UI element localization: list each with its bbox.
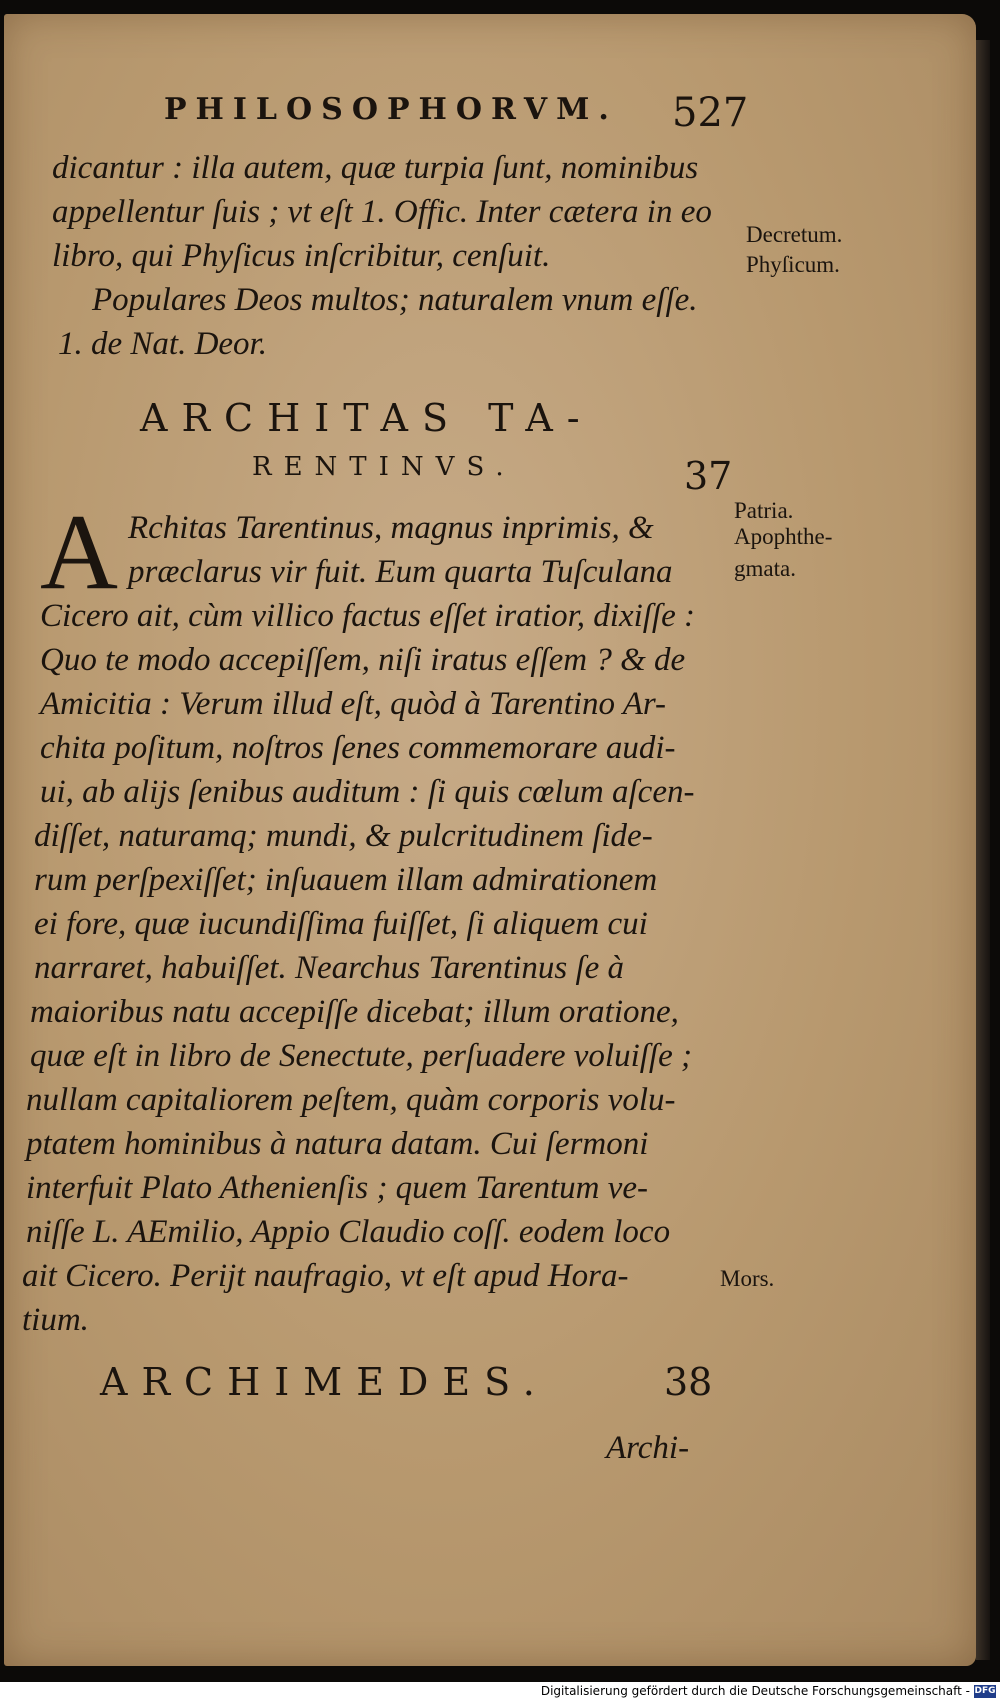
running-header: PHILOSOPHORVM.	[164, 92, 618, 127]
archytas-line-7: ui, ab alijs ſenibus auditum : ſi quis cœlum aſcen-	[40, 774, 695, 810]
archytas-line-12: maioribus natu accepiſſe dicebat; illum oratione,	[30, 994, 679, 1030]
book-edge-shadow	[976, 40, 990, 1660]
archytas-line-18: ait Cicero. Perijt naufragio, vt eſt apud Hora-	[22, 1258, 629, 1294]
archytas-line-5: Amicitia : Verum illud eſt, quòd à Tarentino Ar-	[40, 686, 667, 722]
text-line-4: Populares Deos multos; naturalem vnum eſſe.	[92, 282, 698, 318]
archytas-line-9: rum perſpexiſſet; inſuauem illam admirationem	[34, 862, 658, 898]
text-line-3: libro, qui Phyſicus inſcribitur, cenſuit.	[52, 238, 551, 274]
archytas-line-13: quæ eſt in libro de Senectute, perſuadere voluiſſe ;	[30, 1038, 692, 1074]
text-line-2: appellentur ſuis ; vt eſt 1. Offic. Inter cætera in eo	[52, 194, 712, 230]
footer-bar	[0, 1682, 1000, 1702]
margin-note-mors: Mors.	[720, 1266, 775, 1291]
text-line-1: dicantur : illa autem, quæ turpia ſunt, nominibus	[52, 150, 699, 186]
margin-note-decretum: Decretum.	[746, 222, 843, 247]
archytas-line-11: narraret, habuiſſet. Nearchus Tarentinus ſe à	[34, 950, 625, 986]
archytas-line-17: niſſe L. AEmilio, Appio Claudio coſſ. eodem loco	[26, 1214, 671, 1250]
section-heading-archimedes: ARCHIMEDES.	[100, 1360, 549, 1404]
archytas-line-16: interfuit Plato Athenienſis ; quem Tarentum ve-	[26, 1170, 649, 1206]
archytas-line-8: diſſet, naturamq; mundi, & pulcritudinem ſide-	[34, 818, 653, 854]
dfg-logo: DFG	[974, 1686, 996, 1696]
archytas-line-10: ei fore, quæ iucundiſſima fuiſſet, ſi aliquem cui	[34, 906, 648, 942]
page-number: 527	[672, 90, 749, 136]
archytas-line-15: ptatem hominibus à natura datam. Cui ſermoni	[26, 1126, 649, 1162]
book-page	[4, 14, 976, 1666]
section-heading-archytas-line1: ARCHITAS TA-	[140, 396, 594, 440]
archytas-line-19: tium.	[22, 1302, 89, 1338]
footer-credit-text: Digitalisierung gefördert durch die Deutsche Forschungsgemeinschaft -	[540, 1684, 970, 1698]
margin-note-physicum: Phyſicum.	[746, 252, 840, 277]
margin-note-gmata: gmata.	[734, 556, 796, 581]
catchword: Archi-	[606, 1430, 690, 1466]
drop-cap-initial: A	[40, 493, 118, 612]
archytas-line-6: chita poſitum, noſtros ſenes commemorare audi-	[40, 730, 676, 766]
section-number-38: 38	[664, 1360, 713, 1404]
archytas-line-14: nullam capitaliorem peſtem, quàm corporis volu-	[26, 1082, 676, 1118]
margin-note-apophthe: Apophthe-	[734, 524, 833, 549]
margin-note-patria: Patria.	[734, 498, 794, 523]
section-heading-archytas-line2: RENTINVS.	[252, 452, 516, 482]
archytas-line-3: Cicero ait, cùm villico factus eſſet iratior, dixiſſe :	[40, 598, 695, 634]
text-line-5: 1. de Nat. Deor.	[58, 326, 267, 362]
archytas-line-1: Rchitas Tarentinus, magnus inprimis, &	[128, 510, 654, 546]
archytas-line-4: Quo te modo accepiſſem, niſi iratus eſſem ? & de	[40, 642, 686, 678]
archytas-line-2: præclarus vir fuit. Eum quarta Tuſculana	[128, 554, 673, 590]
section-number-37: 37	[684, 454, 733, 498]
